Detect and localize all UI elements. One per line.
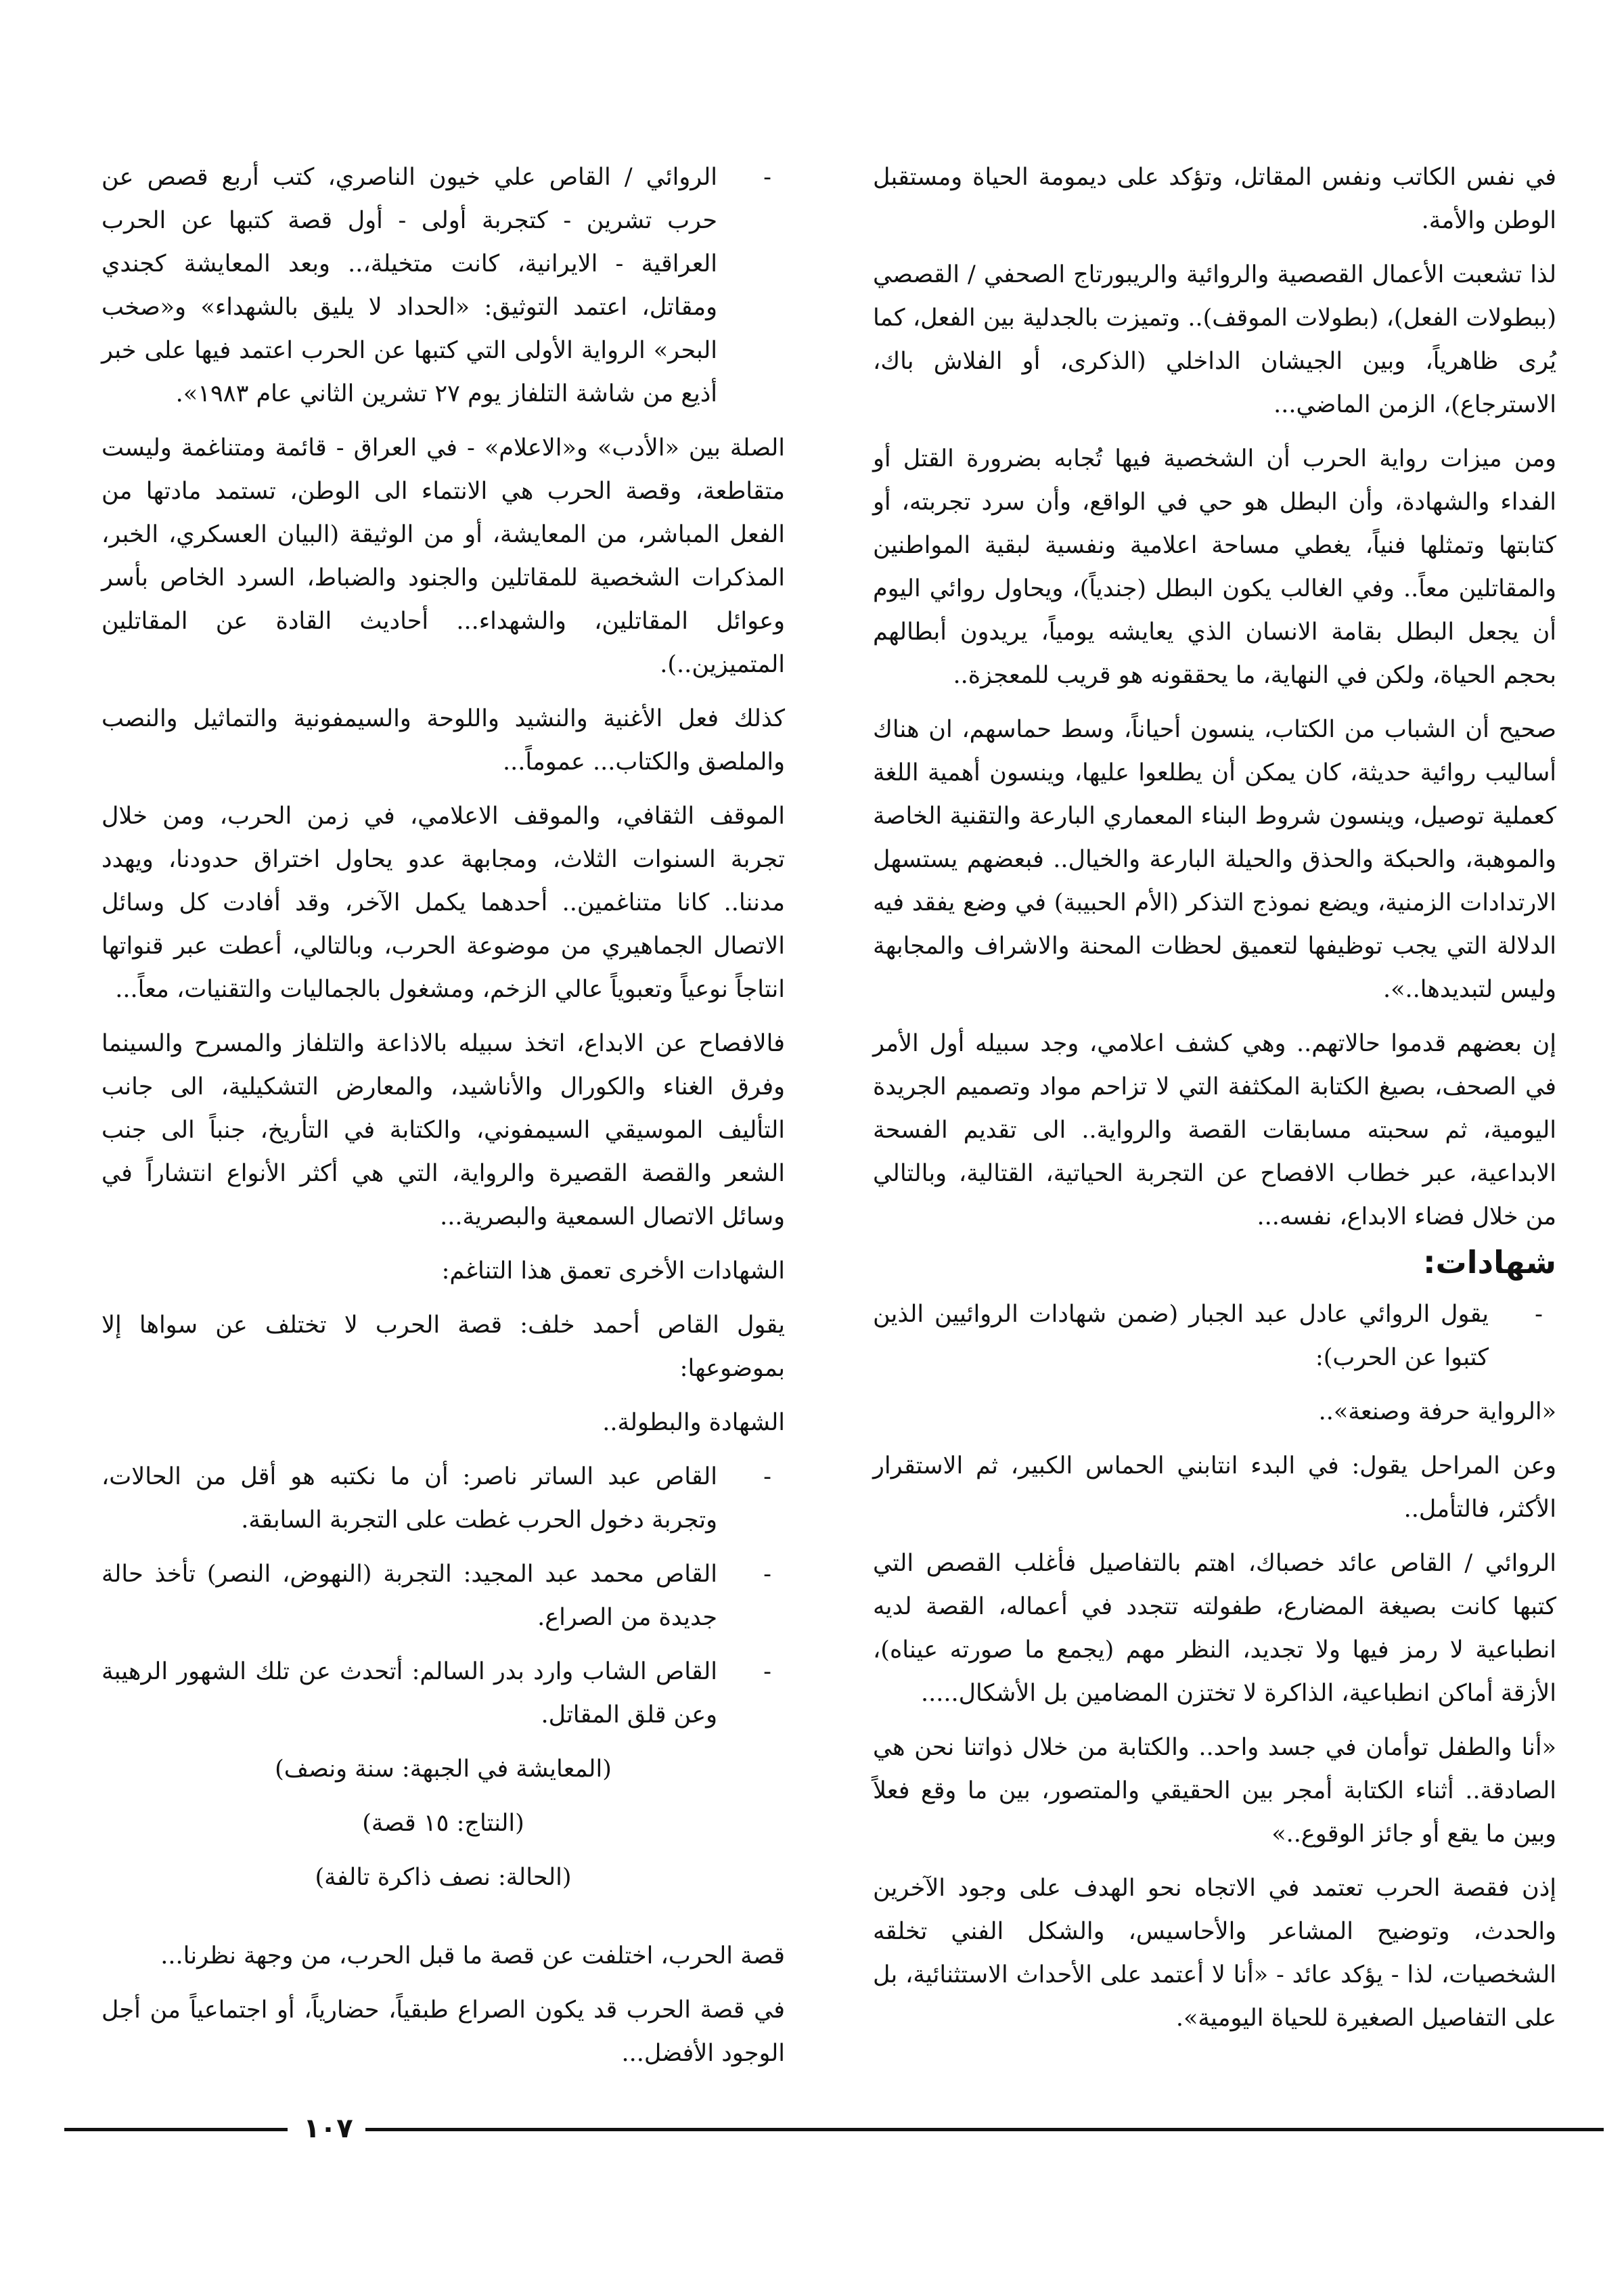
paragraph: لذا تشعبت الأعمال القصصية والروائية والريبورتاج الصحفي / القصصي (ببطولات الفعل)، (بطولات الموقف).. وتميزت بالجدلية بين الفعل، كما يُرى ظاهرياً، وبين الجيشان الداخلي (الذكرى، أو الفلاش باك، الاسترجاع)، الزمن الماضي... — [873, 261, 1556, 418]
paragraph: قصة الحرب، اختلفت عن قصة ما قبل الحرب، من وجهة نظرنا... — [160, 1942, 785, 1969]
paragraph: الموقف الثقافي، والموقف الاعلامي، في زمن الحرب، ومن خلال تجربة السنوات الثلاث، ومجابهة عدو يحاول اختراق حدودنا، ويهدد مدننا.. كانا متناغمين.. أحدهما يكمل الآخر، وقد أفادت كل وسائل الاتصال الجماهيري من موضوعة الحرب، وبالتالي، أعطت عبر قنواتها انتاجاً نوعياً وتعبوياً عالي الزخم، ومشغول بالجماليات والتقنيات، معاً... — [102, 803, 785, 1003]
paragraph: الشهادات الأخرى تعمق هذا التناغم: — [441, 1257, 785, 1285]
paragraph: الصلة بين «الأدب» و«الاعلام» - في العراق - قائمة ومتناغمة وليست متقاطعة، وقصة الحرب هي الانتماء الى الوطن، تستمد مادتها من الفعل المباشر، من المعايشة، أو من الوثيقة (البيان العسكري، الخبر، المذكرات الشخصية للمقاتلين والجنود والضباط، السرد الخاص بأسر وعوائل المقاتلين، والشهداء... أحاديث القادة عن المقاتلين المتميزين..). — [102, 435, 785, 678]
paragraph: إذن فقصة الحرب تعتمد في الاتجاه نحو الهدف على وجود الآخرين والحدث، وتوضيح المشاعر والأحاسيس، والشكل الفني تخلقه الشخصيات، لذا - يؤكد عائد - «أنا لا أعتمد على الأحداث الاستثنائية، بل على التفاصيل الصغيرة للحياة اليومية». — [873, 1875, 1556, 2032]
quote-paragraph: «أنا والطفل توأمان في جسد واحد.. والكتابة من خلال ذواتنا نحن هي الصادقة.. أثناء الكتابة أمجر بين الحقيقي والمتصور، بين ما وقع فعلاً وبين ما يقع أو جائز الوقوع..» — [873, 1734, 1556, 1848]
quote: «الرواية حرفة وصنعة».. — [1318, 1398, 1556, 1425]
paragraph: فالافصاح عن الابداع، اتخذ سبيله بالاذاعة والتلفاز والمسرح والسينما وفرق الغناء والكورال والأناشيد، والمعارض التشكيلية، الى جانب التأليف الموسيقي السيمفوني، والكتابة في التأريخ، جنباً الى جنب الشعر والقصة القصيرة والرواية، التي هي أكثر الأنواع انتشاراً في وسائل الاتصال السمعية والبصرية... — [102, 1030, 785, 1230]
list-item-text: القاص عبد الساتر ناصر: أن ما نكتبه هو أقل من الحالات، وتجربة دخول الحرب غطت على التجربة السابقة. — [102, 1463, 717, 1534]
paragraph: وعن المراحل يقول: في البدء انتابني الحماس الكبير، ثم الاستقرار الأكثر، فالتأمل.. — [873, 1452, 1556, 1523]
spacer — [102, 1910, 785, 1934]
section-heading: شهادات: — [1423, 1244, 1556, 1281]
centered-line: (المعايشة في الجبهة: سنة ونصف) — [275, 1756, 612, 1783]
centered-line: (النتاج: ١٥ قصة) — [362, 1810, 524, 1837]
right-column — [873, 156, 1556, 2051]
page-footer — [0, 2112, 1624, 2145]
footer-rule-left — [64, 2128, 288, 2131]
paragraph: الروائي / القاص عائد خصباك، اهتم بالتفاصيل فأغلب القصص التي كتبها كانت بصيغة المضارع، طفولته تتجدد في أعماله، القصة لديه انطباعية لا رمز فيها ولا تجديد، النظر مهم (يجمع ما صورته عيناه)، الأزقة أماكن انطباعية، الذاكرة لا تختزن المضامين بل الأشكال..... — [873, 1550, 1556, 1707]
centered-line: (الحالة: نصف ذاكرة تالفة) — [315, 1864, 572, 1891]
page-number: ١٠٧ — [303, 2113, 353, 2144]
paragraph: إن بعضهم قدموا حالاتهم.. وهي كشف اعلامي، وجد سبيله أول الأمر في الصحف، بصيغ الكتابة المكثفة التي لا تزاحم مواد وتصميم الجريدة اليومية، ثم سحبته مسابقات القصة والرواية.. الى تقديم الفسحة الابداعية، عبر خطاب الافصاح عن التجربة الحياتية، القتالية، وبالتالي من خلال فضاء الابداع، نفسه... — [873, 1030, 1556, 1230]
list-dash: - — [1535, 1301, 1543, 1328]
list-item — [102, 156, 785, 416]
list-dash: - — [763, 1561, 771, 1588]
paragraph: ومن ميزات رواية الحرب أن الشخصية فيها تُجابه بضرورة القتل أو الفداء والشهادة، وأن البطل هو حي في الواقع، وأن سرد تجربته، أو كتابتها وتمثلها فنياً، يغطي مساحة اعلامية ونفسية لبقية المواطنين والمقاتلين معاً.. وفي الغالب يكون البطل (جندياً)، ويحاول روائي اليوم أن يجعل البطل بقامة الانسان الذي يعايشه يومياً، يريدون أبطالهم بحجم الحياة، ولكن في النهاية، ما يحققونه هو قريب للمعجزة.. — [873, 445, 1556, 689]
list-dash: - — [763, 1463, 771, 1490]
left-column — [102, 156, 785, 2086]
paragraph: صحيح أن الشباب من الكتاب، ينسون أحياناً، وسط حماسهم، ان هناك أساليب روائية حديثة، كان يمكن أن يطلعوا عليها، وينسون أهمية اللغة كعملية توصيل، وينسون شروط البناء المعماري البارعة والتقنية الخاصة والموهبة، والحبكة والحذق والحيلة البارعة والخيال.. فبعضهم يستسهل الارتدادات الزمنية، ويضع نموذج التذكر (الأم الحبيبة) في وضع يفقد فيه الدلالة التي يجب توظيفها لتعميق لحظات المحنة والاشراف والمجابهة وليس لتبديدها..». — [873, 716, 1556, 1003]
footer-rule-right — [365, 2128, 1604, 2131]
list-item-text: القاص الشاب وارد بدر السالم: أتحدث عن تلك الشهور الرهيبة وعن قلق المقاتل. — [102, 1658, 717, 1729]
list-item — [102, 1650, 785, 1737]
list-item — [873, 1293, 1556, 1379]
paragraph: في قصة الحرب قد يكون الصراع طبقياً، حضارياً، أو اجتماعياً من أجل الوجود الأفضل... — [102, 1997, 785, 2067]
list-item — [102, 1455, 785, 1542]
list-item — [102, 1553, 785, 1639]
list-dash: - — [763, 164, 771, 191]
paragraph: كذلك فعل الأغنية والنشيد واللوحة والسيمفونية والتماثيل والنصب والملصق والكتاب... عموماً... — [102, 705, 785, 776]
paragraph: في نفس الكاتب ونفس المقاتل، وتؤكد على ديمومة الحياة ومستقبل الوطن والأمة. — [873, 164, 1556, 234]
paragraph: يقول القاص أحمد خلف: قصة الحرب لا تختلف عن سواها إلا بموضوعها: — [102, 1312, 785, 1382]
paragraph: الشهادة والبطولة.. — [602, 1409, 785, 1436]
list-dash: - — [763, 1658, 771, 1685]
list-item-text: القاص محمد عبد المجيد: التجربة (النهوض، النصر) تأخذ حالة جديدة من الصراع. — [102, 1561, 717, 1631]
list-item-text: الروائي / القاص علي خيون الناصري، كتب أربع قصص عن حرب تشرين - كتجربة أولى - أول قصة كتبها عن الحرب العراقية - الايرانية، كانت متخيلة،.. وبعد المعايشة كجندي ومقاتل، اعتمد التوثيق: «الحداد لا يليق بالشهداء» و«صخب البحر» الرواية الأولى التي كتبها عن الحرب اعتمد فيها على خبر أذيع من شاشة التلفاز يوم ٢٧ تشرين الثاني عام ١٩٨٣». — [102, 164, 717, 407]
list-item-text: يقول الروائي عادل عبد الجبار (ضمن شهادات الروائيين الذين كتبوا عن الحرب): — [873, 1301, 1489, 1371]
